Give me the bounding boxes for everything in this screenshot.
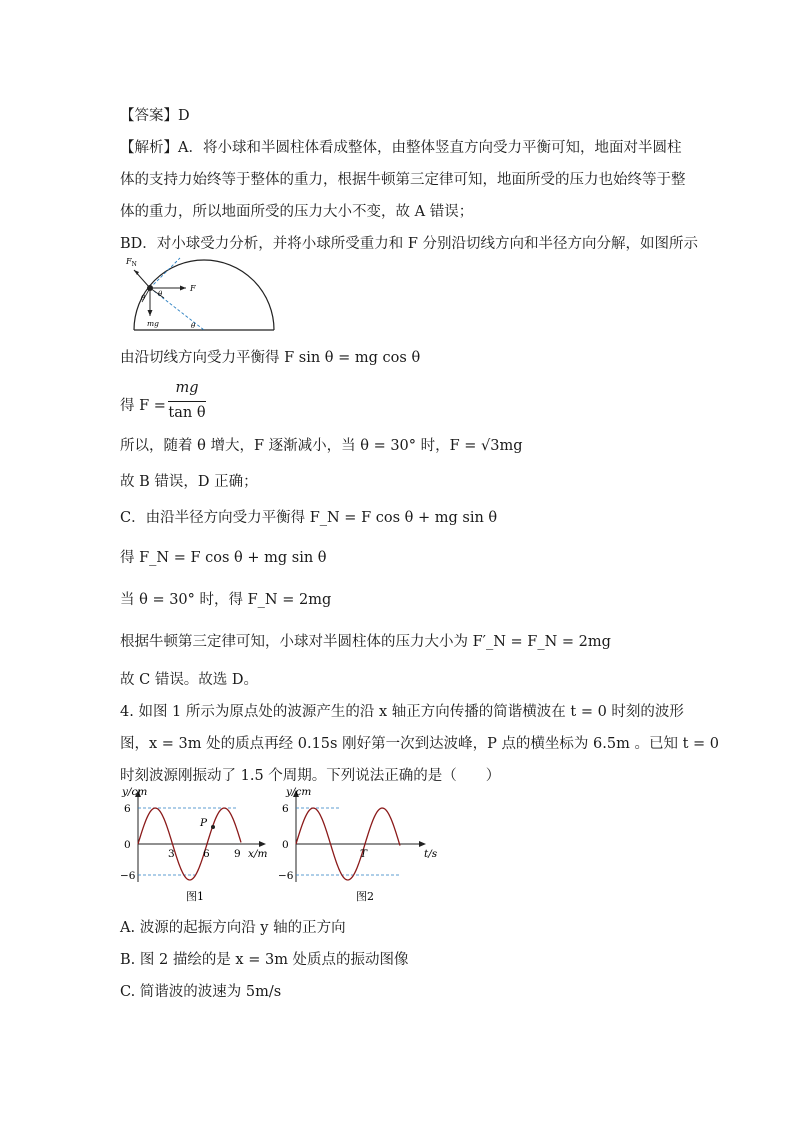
mg-arrowhead (148, 310, 153, 316)
f-arrowhead (180, 286, 186, 291)
eq-tangent-balance: 由沿切线方向受力平衡得 F sin θ = mg cos θ (120, 350, 421, 366)
fig1-y-top: 6 (124, 803, 131, 815)
question4-line-1: 4. 如图 1 所示为原点处的波源产生的沿 x 轴正方向传播的简谐横波在 t = 0 时刻的波形 (120, 704, 684, 720)
eq-c-conclusion: 故 C 错误。故选 D。 (120, 672, 259, 688)
option-b: B. 图 2 描绘的是 x = 3m 处质点的振动图像 (120, 952, 409, 968)
answer-line: 【答案】D (120, 108, 190, 124)
eq-theta-30: 所以，随着 θ 增大，F 逐渐减小，当 θ = 30° 时，F = √3mg (120, 438, 523, 454)
analysis-line-1: 【解析】A．将小球和半圆柱体看成整体，由整体竖直方向受力平衡可知，地面对半圆柱 (120, 140, 682, 156)
theta-label-2: θ (158, 290, 163, 298)
option-a: A. 波源的起振方向沿 y 轴的正方向 (120, 920, 346, 936)
figure-1-waveform (120, 786, 280, 904)
fig2-y-bottom: −6 (278, 870, 294, 882)
eq-f-numerator: mg (175, 380, 199, 396)
fig2-xlabel: t/s (424, 848, 438, 860)
fig2-ylabel: y/cm (286, 786, 312, 798)
fig2-y-top: 6 (282, 803, 289, 815)
eq-fn-expression: 得 F_N = F cos θ + mg sin θ (120, 550, 327, 566)
tangent-dashed-line (150, 258, 180, 288)
fn-label: $F_N$ (126, 257, 137, 268)
eq-f-denominator: tan θ (168, 405, 206, 421)
fig2-y-zero: 0 (282, 839, 289, 851)
theta-label-3: θ (191, 322, 196, 330)
eq-radial-balance: C．由沿半径方向受力平衡得 F_N = F cos θ + mg sin θ (120, 510, 498, 526)
analysis-line-2: 体的支持力始终等于整体的重力，根据牛顿第三定律可知，地面所受的压力也始终等于整 (120, 172, 686, 188)
force-diagram (120, 250, 280, 335)
fraction-bar (168, 401, 206, 402)
fig1-y-zero: 0 (124, 839, 131, 851)
fig2-t-tick: T (360, 848, 368, 860)
fig1-caption: 图1 (186, 890, 204, 903)
fig1-y-bottom: −6 (120, 870, 136, 882)
fig1-point-label: P (200, 817, 208, 829)
figure-2-vibration (276, 786, 446, 904)
fig1-xlabel: x/m (248, 848, 268, 860)
fig1-x-tick-6: 6 (203, 848, 210, 860)
question4-line-2: 图，x = 3m 处的质点再经 0.15s 刚好第一次到达波峰，P 点的横坐标为 6.5m 。已知 t = 0 (120, 736, 719, 752)
fig1-ylabel: y/cm (122, 786, 148, 798)
fig2-caption: 图2 (356, 890, 374, 903)
theta-label-1: θ (141, 294, 146, 302)
analysis-line-3: 体的重力，所以地面所受的压力大小不变，故 A 错误； (120, 204, 474, 220)
eq-b-d-conclusion: 故 B 错误，D 正确； (120, 474, 258, 490)
fig1-x-tick-3: 3 (168, 848, 175, 860)
eq-fn-value: 当 θ = 30° 时，得 F_N = 2mg (120, 592, 332, 608)
fig1-x-tick-9: 9 (234, 848, 241, 860)
mg-label: mg (147, 319, 159, 328)
analysis-line-4: BD．对小球受力分析，并将小球所受重力和 F 分别沿切线方向和半径方向分解，如图所示 (120, 236, 699, 252)
eq-f-prefix: 得 F = (120, 398, 166, 414)
question4-line-3: 时刻波源刚振动了 1.5 个周期。下列说法正确的是（ ） (120, 768, 501, 784)
point-p (211, 825, 215, 829)
eq-newton-third: 根据牛顿第三定律可知，小球对半圆柱体的压力大小为 F′_N = F_N = 2mg (120, 634, 611, 650)
option-c: C. 简谐波的波速为 5m/s (120, 984, 282, 1000)
f-label: F (190, 284, 196, 293)
